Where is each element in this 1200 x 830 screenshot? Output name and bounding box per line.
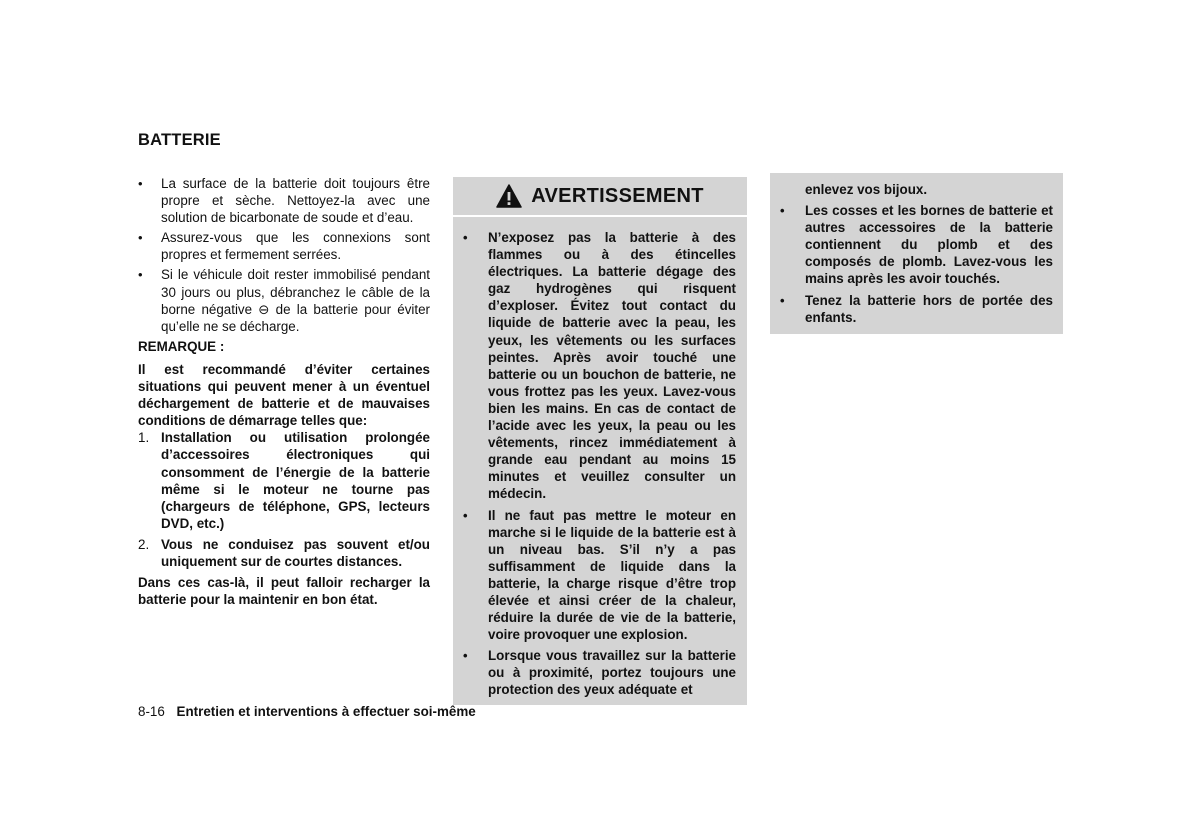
left-column <box>138 175 430 608</box>
remark-body: Il est recommandé d’éviter certaines situations qui peuvent mener à un éventuel déchargement de batterie et de mauvaises conditions de démarrage telles que: <box>138 361 430 429</box>
list-item: • Assurez-vous que les connexions sont propres et fermement serrées. <box>138 229 430 263</box>
warning-header <box>453 177 747 217</box>
section-title: BATTERIE <box>138 131 221 149</box>
battery-care-list <box>138 175 430 335</box>
warning-triangle-icon <box>496 184 522 208</box>
warning-list-continued <box>780 202 1053 326</box>
list-item: • Si le véhicule doit rester immobilisé pendant 30 jours ou plus, débranchez le câble de la borne négative ⊖ de la batterie pour éviter qu’elle ne se décharge. <box>138 266 430 334</box>
warning-body <box>463 229 736 703</box>
list-item: • Tenez la batterie hors de portée des enfants. <box>780 292 1053 326</box>
warning-box <box>453 177 747 705</box>
list-item: • La surface de la batterie doit toujours être propre et sèche. Nettoyez-la avec une solution de bicarbonate de soude et d’eau. <box>138 175 430 226</box>
warning-list <box>463 229 736 699</box>
list-item <box>138 536 430 570</box>
list-item <box>138 429 430 532</box>
page-number: 8-16 <box>138 704 165 719</box>
situations-list <box>138 429 430 570</box>
item-text: Installation ou utilisation prolongée d’accessoires électroniques qui consomment de l’énergie de la batterie même si le moteur ne tourne pas (chargeurs de téléphone, GPS, lecteurs DVD, etc.) <box>161 430 430 531</box>
list-item: • Lorsque vous travaillez sur la batterie ou à proximité, portez toujours une protection des yeux adéquate et <box>463 647 736 698</box>
page-footer <box>138 704 476 719</box>
warning-title: AVERTISSEMENT <box>531 184 704 207</box>
continuation-text: enlevez vos bijoux. <box>805 182 928 197</box>
item-number: 2. <box>138 536 150 552</box>
list-item: • Il ne faut pas mettre le moteur en marche si le liquide de la batterie est à un niveau bas. S’il n’y a pas suffisamment de liquide dans la batterie, la charge risque d’être trop élevée et ainsi créer de la chaleur, réduire la durée de vie de la batterie, voire provoquer une explosion. <box>463 507 736 644</box>
item-number: 1. <box>138 430 150 446</box>
list-item: • Les cosses et les bornes de batterie et autres accessoires de la batterie contiennent du plomb et des composés de plomb. Lavez-vous les mains après les avoir touchés. <box>780 202 1053 287</box>
footer-chapter-title: Entretien et interventions à effectuer soi-même <box>176 704 476 719</box>
list-item: • N’exposez pas la batterie à des flammes ou à des étincelles électriques. La batterie dégage des gaz hydrogènes qui risquent d’exploser. Évitez tout contact du liquide de batterie avec la peau, les yeux, les vêtements ou les surfaces peintes. Après avoir touché une batterie ou un bouchon de batterie, ne vous frottez pas les yeux. Lavez-vous bien les mains. En cas de contact de l’acide avec les yeux, la peau ou les vêtements, rincez immédiatement à grande eau pendant au moins 15 minutes et veuillez consulter un médecin. <box>463 229 736 503</box>
warning-continuation-box <box>770 173 1063 334</box>
item-text: Vous ne conduisez pas souvent et/ou uniquement sur de courtes distances. <box>161 536 430 569</box>
closing-paragraph: Dans ces cas-là, il peut falloir recharger la batterie pour la maintenir en bon état. <box>138 575 430 608</box>
warning-continuation-body <box>780 181 1053 330</box>
remark-title: REMARQUE : <box>138 338 225 354</box>
